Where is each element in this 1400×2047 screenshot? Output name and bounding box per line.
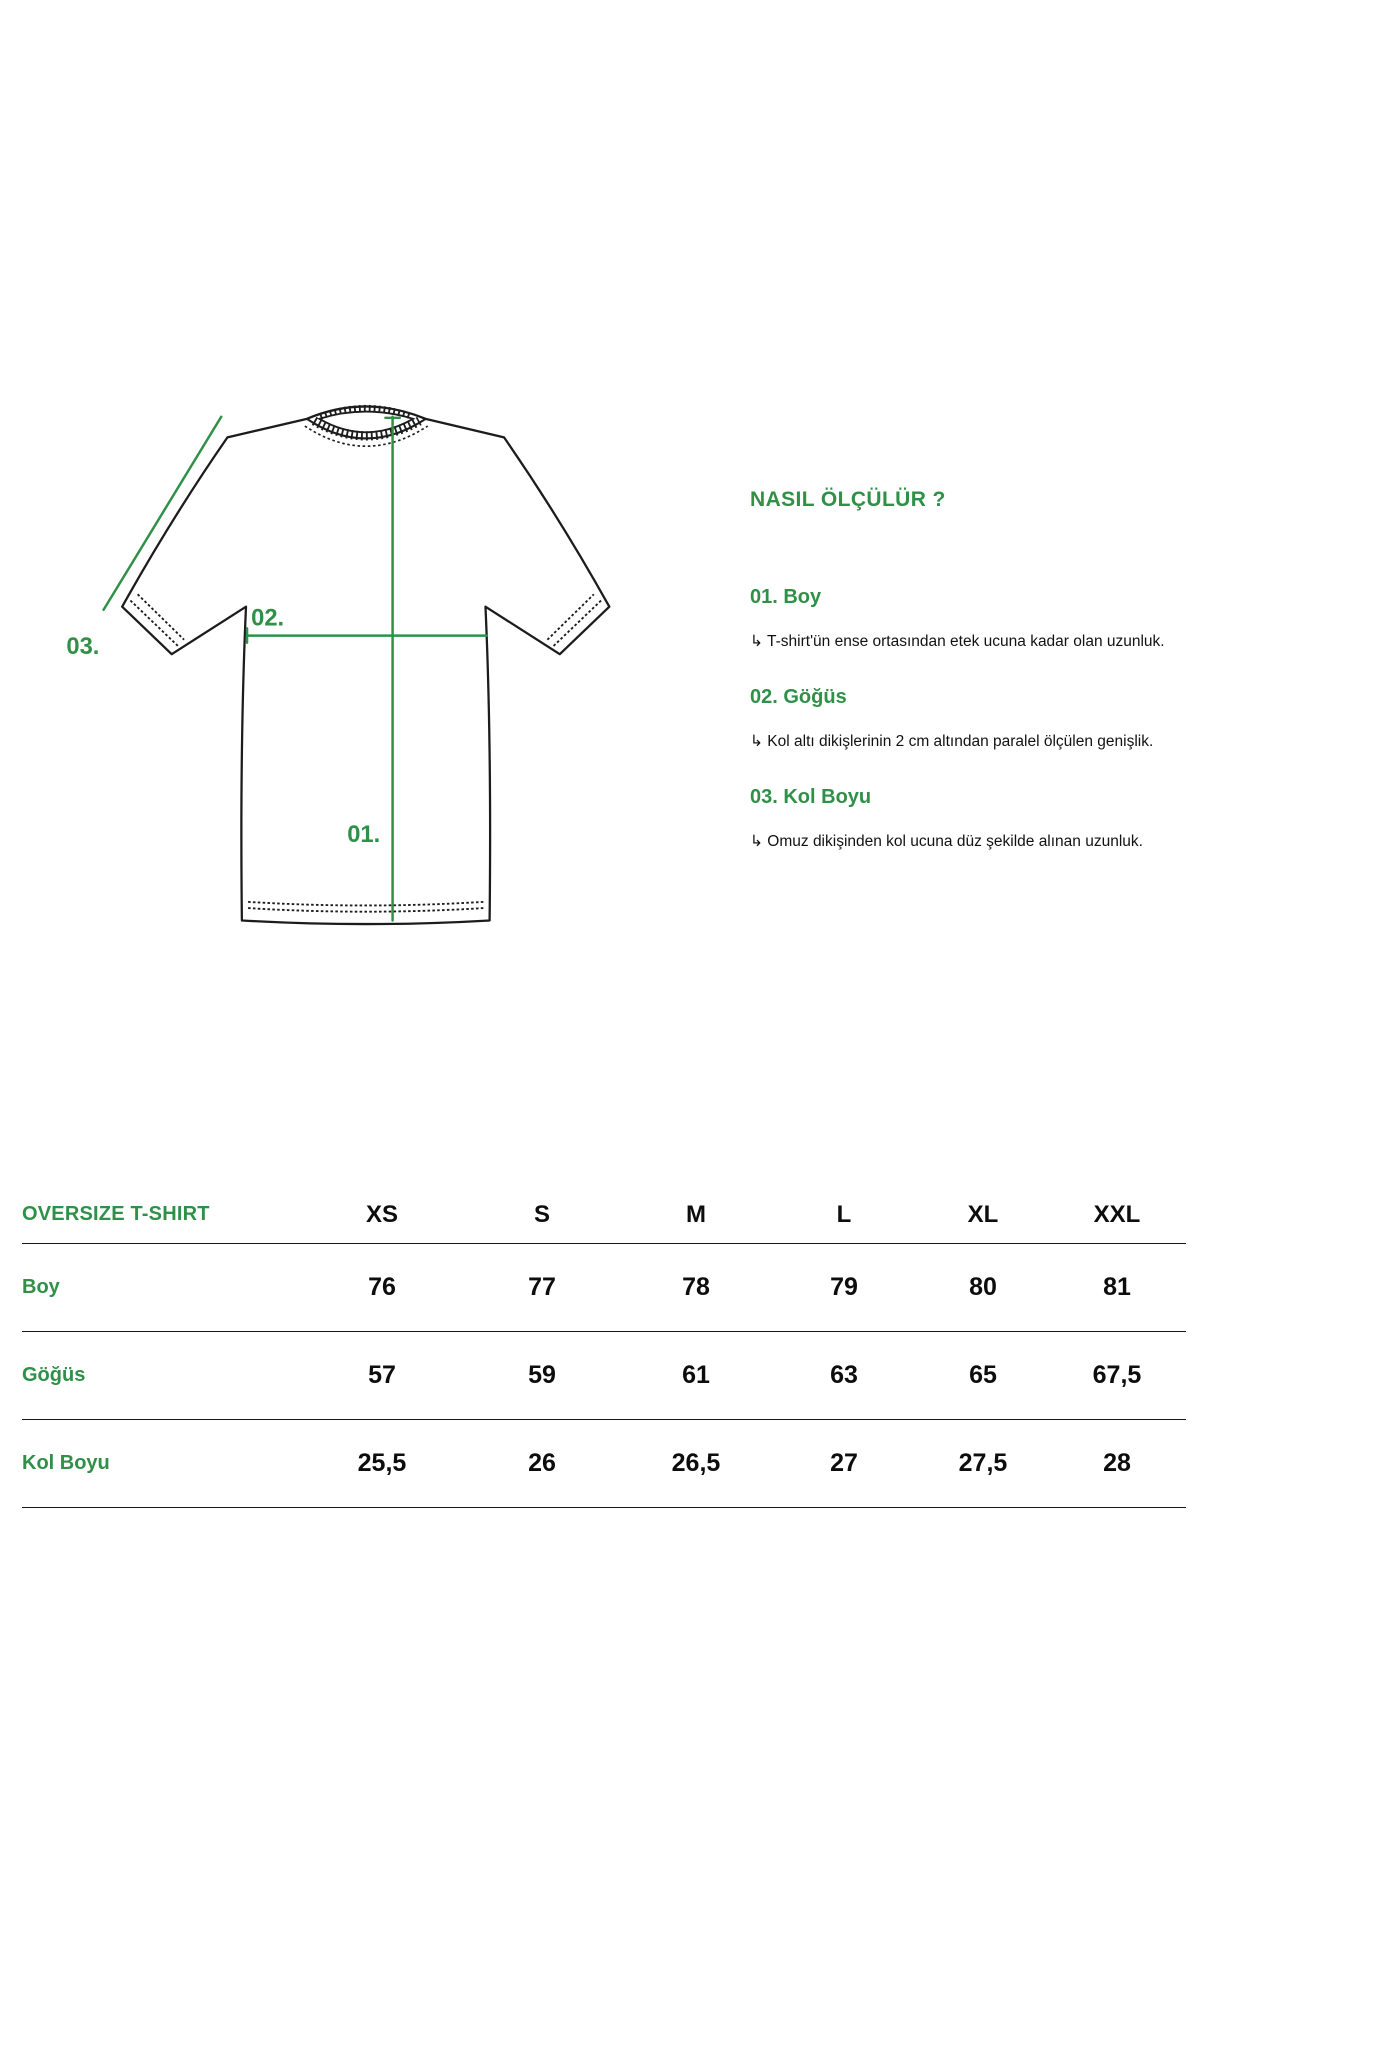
howto-title: NASIL ÖLÇÜLÜR ? [750,488,946,511]
size-table [22,1186,1186,1508]
value-boy-l: 79 [830,1273,858,1301]
col-xs: XS [365,1200,398,1228]
col-xl: XL [967,1200,999,1228]
value-gogus-xl: 65 [969,1361,997,1389]
col-m: M [686,1200,706,1228]
value-kol-xxl: 28 [1103,1449,1131,1477]
table-row-boy [22,1244,1186,1332]
value-boy-s: 77 [528,1273,556,1301]
row-label-kol-boyu: Kol Boyu [22,1452,110,1474]
howto-item-chest [750,686,1330,752]
howto-heading-length: 01. Boy [750,586,822,608]
how-to-measure-panel [750,488,1330,886]
measure-label-chest: 02. [251,605,285,632]
howto-item-length [750,586,1330,652]
value-kol-xs: 25,5 [357,1449,407,1477]
table-row-kol-boyu [22,1420,1186,1508]
value-gogus-s: 59 [528,1361,556,1389]
measure-label-length: 01. [347,822,381,849]
measure-label-sleeve: 03. [66,634,100,661]
product-name: OVERSIZE T-SHIRT [22,1203,210,1225]
row-label-boy: Boy [22,1276,60,1298]
value-gogus-m: 61 [682,1361,710,1389]
howto-description-length: ↳ T-shirt'ün ense ortasından etek ucuna kadar olan uzunluk. [750,633,1165,650]
howto-description-sleeve: ↳ Omuz dikişinden kol ucuna düz şekilde alınan uzunluk. [750,833,1143,850]
tshirt-diagram-svg [64,392,684,970]
value-kol-l: 27 [830,1449,858,1477]
howto-heading-sleeve: 03. Kol Boyu [750,786,872,808]
value-kol-m: 26,5 [671,1449,721,1477]
col-s: S [533,1200,550,1228]
col-l: L [836,1200,852,1228]
tshirt-measurement-diagram [64,392,684,970]
value-gogus-l: 63 [830,1361,858,1389]
value-boy-m: 78 [682,1273,710,1301]
row-label-gogus: Göğüs [22,1364,86,1386]
value-boy-xxl: 81 [1103,1273,1131,1301]
value-kol-s: 26 [528,1449,556,1477]
value-boy-xs: 76 [368,1273,396,1301]
howto-description-chest: ↳ Kol altı dikişlerinin 2 cm altından paralel ölçülen genişlik. [750,733,1154,750]
value-gogus-xxl: 67,5 [1092,1361,1142,1389]
table-row-gogus [22,1332,1186,1420]
value-kol-xl: 27,5 [958,1449,1008,1477]
value-boy-xl: 80 [969,1273,997,1301]
howto-heading-chest: 02. Göğüs [750,686,847,708]
col-xxl: XXL [1093,1200,1141,1228]
value-gogus-xs: 57 [368,1361,396,1389]
size-table-header-row [22,1186,1186,1244]
howto-item-sleeve [750,786,1330,852]
